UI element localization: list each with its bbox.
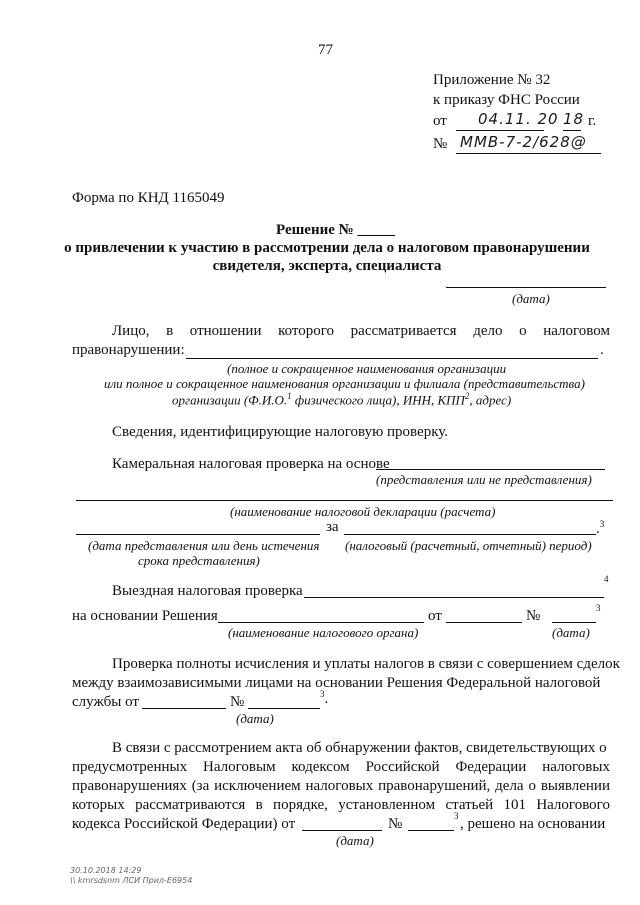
desk-audit-basis-line [376,469,605,470]
appendix-number-underline [456,153,601,154]
appendix-year-underline [563,130,581,131]
appendix-date-underline [456,130,544,131]
completeness-line-2: между взаимозависимыми лицами на основании Решения Федеральной налоговой [72,675,601,691]
decision-subtitle-1: о привлечении к участию в рассмотрении дела о налоговом правонарушении [64,240,590,256]
act-line-5-tail: , решено на основании [460,816,606,832]
desk-audit-period-hint: (налоговый (расчетный, отчетный) период) [345,538,592,553]
form-code: Форма по КНД 1165049 [72,190,225,206]
field-audit-label: Выездная налоговая проверка [112,583,303,599]
decision-title: Решение № _____ [276,222,395,238]
appendix-year-handwritten: 18 [563,110,585,128]
desk-audit-date-hint-1: (дата представления или день истечения [88,538,320,553]
act-date-hint: (дата) [336,833,374,848]
person-field-line [186,358,598,359]
field-audit-line [304,597,604,598]
completeness-number-line [248,708,320,709]
person-line-1 [112,323,610,340]
decision-date-line [446,287,606,288]
field-audit-basis-label: на основании Решения [72,608,218,624]
decision-subtitle-2: свидетеля, эксперта, специалиста [212,258,442,274]
act-line-2: предусмотренных Налоговым кодексом Российской Федерации налоговых [72,759,610,775]
field-audit-number-sign: № [526,608,541,624]
appendix-number-handwritten: ММВ-7-2/628@ [460,133,587,151]
desk-audit-date-hint-2: срока представления) [138,553,260,568]
completeness-date-hint: (дата) [236,711,274,726]
word: налоговом [543,323,610,339]
field-audit-date-hint: (дата) [552,625,590,640]
act-line-5: кодекса Российской Федерации) от [72,816,296,832]
word: Лицо, [112,323,150,339]
completeness-number-sign: № [230,694,245,710]
appendix-date-prefix: от [433,113,447,129]
field-audit-authority-line [218,622,424,623]
word: рассматривается [350,323,457,339]
word: о [519,323,527,339]
field-audit-from: от [428,608,442,624]
desk-audit-declaration-line [76,500,613,501]
footer-stamp-line-1: 30.10.2018 14:29 [70,866,142,875]
act-line-3: правонарушениях (за исключением налоговых правонарушений, дела о выявлении [72,778,610,794]
act-number-line [408,830,454,831]
word: дело [473,323,503,339]
appendix-title: Приложение № 32 [433,72,551,88]
page-number: 77 [318,42,333,58]
person-hint-3: организации (Ф.И.О.$^1$ физического лица), ИНН, КПП$^2$, адрес) [172,391,512,408]
appendix-date-suffix: г. [588,113,597,129]
completeness-date-line [142,708,226,709]
appendix-date-handwritten: 04.11. 20 [478,110,559,128]
field-audit-authority-hint: (наименование налогового органа) [228,625,419,640]
decision-date-hint: (дата) [512,291,550,306]
appendix-number-prefix: № [433,136,448,152]
act-date-line [302,830,382,831]
field-audit-date-line [446,622,522,623]
act-line-1: В связи с рассмотрением акта об обнаружении фактов, свидетельствующих о [112,740,607,756]
desk-audit-basis-hint: (представления или не представления) [376,472,592,487]
desk-audit-for: за [326,519,339,535]
person-line-2: правонарушении: [72,342,185,358]
desk-audit-date-line [76,534,320,535]
desk-audit-period-line [344,534,596,535]
appendix-order: к приказу ФНС России [433,92,580,108]
page: 77 Приложение № 32 к приказу ФНС России от 04.11. 20 18 г. № ММВ-7-2/628@ Форма по КНД 1165049 Решение № _____ о привлечении к участию в рассмотрении дела о налоговом правонарушении свидетеля, эксперта, специалиста (дата) Лицо, в отношении которого рассматривается дело о налоговом правонарушении: . (полное и сокращенное наименования организации или полное и сокращенное наименования организации и филиала (представительства) организации (Ф.И.О.$^1$ физического лица), ИНН, КПП$^2$, адрес) Сведения, идентифицирующие налоговую проверку. Камеральная налоговая проверка на основе (представления или не представления) (наименование налоговой декларации (расчета) за .$^3$ (дата представления или день истечения срока представления) (налоговый (расчетный, отчетный) период) Выездная налоговая проверка $^4$ на основании Решения от № $^3$ (наименование налогового органа) (дата) Проверка полноты исчисления и уплаты налогов в связи с совершением сделок между взаимозависимыми лицами на основании Решения Федеральной налоговой службы от № $^3$. (дата) В связи с рассмотрением акта об обнаружении фактов, свидетельствующих о предусмотренных Налоговым кодексом Российской Федерации налоговых правонарушениях (за исключением налоговых правонарушений, дела о выявлении которых рассматриваются в порядке, установленном статьей 101 Налогового кодекса Российской Федерации) от № $^3$ , решено на основании (дата) 30.10.2018 14:29 \\ kmrsdsnm ЛСИ Прил-Е6954 [0,0,640,905]
word: отношении [189,323,262,339]
footer-stamp-line-2: \\ kmrsdsnm ЛСИ Прил-Е6954 [70,876,193,885]
person-hint-1: (полное и сокращенное наименования организации [227,361,507,376]
person-hint-2: или полное и сокращенное наименования организации и филиала (представительства) [104,376,585,391]
word: в [166,323,174,339]
act-line-4: которых рассматриваются в порядке, установленном статьей 101 Налогового [72,797,610,813]
completeness-line-3: службы от [72,694,139,710]
completeness-line-1: Проверка полноты исчисления и уплаты налогов в связи с совершением сделок [112,656,620,672]
desk-audit-label: Камеральная налоговая проверка на основе [112,456,390,472]
field-audit-number-line [552,622,596,623]
info-heading: Сведения, идентифицирующие налоговую проверку. [112,424,449,440]
act-number-sign: № [388,816,403,832]
word: которого [278,323,335,339]
desk-audit-declaration-hint: (наименование налоговой декларации (расчета) [230,504,496,519]
